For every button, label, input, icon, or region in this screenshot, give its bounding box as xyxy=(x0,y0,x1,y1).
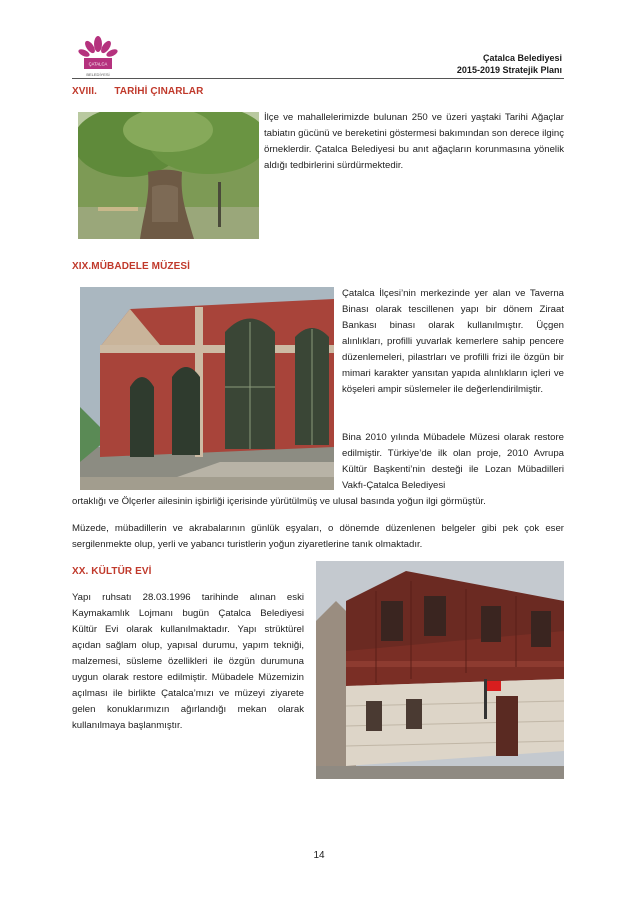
header-title-line1: Çatalca Belediyesi xyxy=(482,53,562,63)
section-text-mubadele-2a: Bina 2010 yılında Mübadele Müzesi olarak restore edilmiştir. Türkiye’de ilk olan proje, 2010 Avrupa Kültür Başkenti’nin desteği ile Lozan Mübadilleri Vakfı-Çatalca Belediyesi xyxy=(342,432,564,491)
exchange-museum-photo xyxy=(80,287,334,490)
section-title-tarihi-cinarlar: XVIII. TARİHİ ÇINARLAR xyxy=(72,86,204,97)
page-number: 14 xyxy=(313,850,325,861)
header-divider xyxy=(72,78,564,79)
section-text-mubadele-1: Çatalca İlçesi’nin merkezinde yer alan ve Taverna Binası olarak tescillenen yapı bir dönem Ziraat Bankası binası olarak kullanılmıştır. Üçgen alınlıkları, profilli yuvarlak kemerlere sahip pencere düzenlemeleri, pilastrları ve profilli frizi ile özgün bir mimari karakter yansıtan yapıda alınlıkların içleri ve köşeleri ampir süslemeler ile değerlendirilmiştir. xyxy=(342,288,564,395)
section-title-kultur-evi: XX. KÜLTÜR EVİ xyxy=(72,566,152,577)
section-text-mubadele-3: Müzede, mübadillerin ve akrabalarının günlük eşyaları, o dönemde düzenlenen belgeler gibi pek çok eser sergilenmekte olup, yerli ve yabancı turistlerin yoğun ziyaretlerine tanık olmaktadır. xyxy=(72,523,564,550)
culture-house-photo xyxy=(316,561,564,779)
section-text-mubadele-2b: ortaklığı ve Ölçerler ailesinin işbirliği içerisinde yürütülmüş ve ulusal basında yoğun ilgi görmüştür. xyxy=(72,496,486,507)
section-text-kultur-evi: Yapı ruhsatı 28.03.1996 tarihinde alınan eski Kaymakamlık Lojmanı bugün Çatalca Belediyesi Kültür Evi olarak kullanılmaktadır. Yapı strüktürel açıdan sağlam olup, yapısal durumu, yapım tekniği, malzemesi, süsleme özellikleri ile özgün durumuna uygun olarak restore edilmiştir. Mübadele Müzemizin açılması ile birlikte Çatalca’mızı ve müzeyi ziyarete gelen konuklarımızın ağırlandığı mekan olarak kullanılmaya başlanmıştır. xyxy=(72,592,304,731)
svg-text:BELEDİYESİ: BELEDİYESİ xyxy=(86,72,110,77)
plane-tree-photo xyxy=(78,112,259,239)
header-title xyxy=(457,52,562,76)
svg-text:ÇATALCA: ÇATALCA xyxy=(88,61,108,67)
municipality-logo xyxy=(72,34,124,78)
section-text-tarihi-cinarlar: İlçe ve mahallelerimizde bulunan 250 ve üzeri yaştaki Tarihi Ağaçlar tabiatın gücünü ve bereketini göstermesi bakımından son derece ilginç örneklerdir. Çatalca Belediyesi bu anıt ağaçların korunmasına yönelik aldığı tedbirlerini sürdürmektedir. xyxy=(264,112,564,171)
section-title-mubadele-muzesi: XIX.MÜBADELE MÜZESİ xyxy=(72,261,191,272)
header-title-line2: 2015-2019 Stratejik Planı xyxy=(456,65,562,75)
